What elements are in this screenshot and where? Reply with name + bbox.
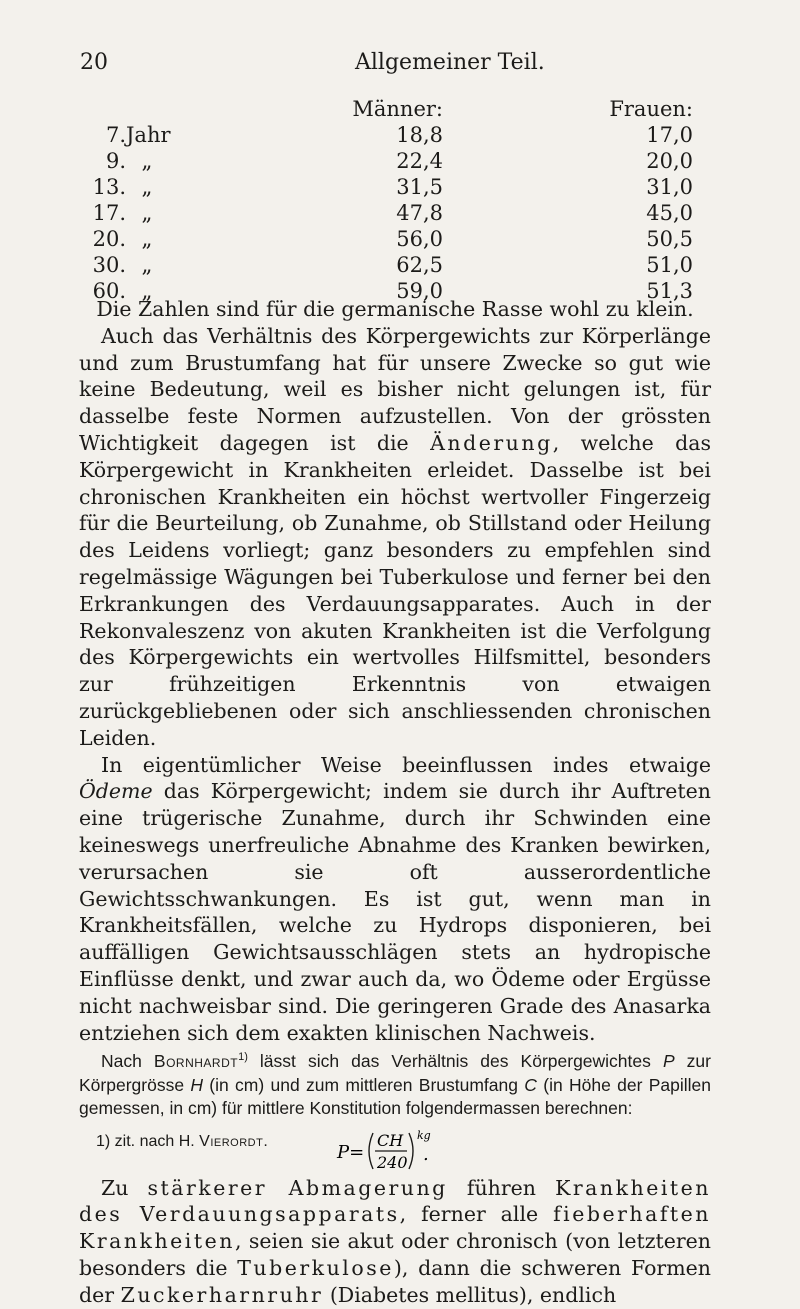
- cell-age: 20. „: [92, 227, 153, 251]
- table-row: [88, 226, 693, 252]
- footnote: 1) zit. nach H. Vierordt.: [96, 1133, 268, 1150]
- cell-women: 20,0: [646, 149, 693, 173]
- cell-men: 18,8: [396, 123, 443, 147]
- formula-left-paren: [369, 1133, 373, 1169]
- column-header-age: [88, 96, 198, 122]
- footnote-author: Vierordt: [199, 1133, 264, 1150]
- formula-graphic: [335, 1127, 455, 1175]
- emphasis-fieber: fieberhaften Krankheiten: [79, 1202, 712, 1254]
- cell-women: 51,3: [646, 279, 693, 303]
- formula-denominator: 240: [377, 1152, 408, 1172]
- emphasis-abmagerung: stärkerer Abmagerung: [147, 1175, 448, 1200]
- formula-numerator: CH: [377, 1130, 404, 1150]
- cell-age: 30. „: [92, 253, 153, 277]
- cell-men: 59,0: [396, 279, 443, 303]
- cell-age: 7.Jahr: [105, 123, 171, 147]
- page-header: [0, 50, 800, 80]
- cell-women: 45,0: [646, 201, 693, 225]
- body-text: [79, 296, 711, 1309]
- author-bornhardt: Bornhardt: [153, 1051, 239, 1072]
- cell-men: 22,4: [396, 149, 443, 173]
- formula-lhs: P=: [337, 1141, 365, 1163]
- paragraph-5: Zu stärkerer Abmagerung führen Krankheiten des Verdauungsapparats, ferner alle fieberhaften Krankheiten, seien sie akut oder chronisch (von letzteren besonders die Tuberkulose), dann die schweren Formen der Zuckerharnruhr (Diabetes mellitus), endlich: [79, 1175, 712, 1307]
- table-row: [88, 148, 693, 174]
- footnote-mark: 1): [96, 1133, 111, 1150]
- paragraph-3: In eigentümlicher Weise beeinflussen indes etwaige Ödeme das Körpergewicht; indem sie durch ihr Auftreten eine trügerische Zunahme, durch ihr Schwinden eine keineswegs unerfreuliche Abnahme des Kranken bewirken, verursachen sie oft ausserordentliche Gewichtsschwankungen. Es ist gut, wenn man in Krankheitsfällen, welche zu Hydrops disponieren, bei auffälligen Gewichtsausschlägen stets an hydropische Einflüsse denkt, und zwar auch da, wo Ödeme oder Ergüsse nicht nachweisbar sind. Die geringeren Grade des Anasarka entziehen sich dem exakten klinischen Nachweis.: [79, 752, 711, 1045]
- page-number: 20: [80, 50, 108, 75]
- table-row: [88, 174, 693, 200]
- cell-women: 31,0: [646, 175, 693, 199]
- formula-period: .: [423, 1143, 429, 1165]
- table-header-row: [88, 96, 693, 122]
- paragraph-2: Auch das Verhältnis des Körpergewichts zur Körperlänge und zum Brustumfang hat für unsere Zwecke so gut wie keine Bedeutung, weil es bisher nicht gelungen ist, für dasselbe feste Normen aufzustellen. Von der grössten Wichtigkeit dagegen ist die Änderung, welche das Körpergewicht in Krankheiten erleidet. Dasselbe ist bei chronischen Krankheiten ein höchst wertvoller Fingerzeig für die Beurteilung, ob Zunahme, ob Stillstand oder Heilung des Leidens vorliegt; ganz besonders zu empfehlen sind regelmässige Wägungen bei Tuberkulose und ferner bei den Erkrankungen des Verdauungsapparates. Auch in der Rekonvaleszenz von akuten Krankheiten ist die Verfolgung des Körpergewichts ein wertvolles Hilfsmittel, besonders zur frühzeitigen Erkenntnis von etwaigen zurückgebliebenen oder sich anschliessenden chronischen Leiden.: [79, 323, 712, 750]
- emphasis-verdauung: Krankheiten des Verdauungsapparats: [79, 1175, 711, 1227]
- column-header-men: Männer:: [352, 97, 443, 121]
- emphasis-zuckerharnruhr: Zuckerharnruhr: [120, 1282, 324, 1307]
- running-title: Allgemeiner Teil.: [355, 50, 545, 75]
- cell-men: 56,0: [396, 227, 443, 251]
- cell-men: 62,5: [396, 253, 443, 277]
- cell-women: 51,0: [646, 253, 693, 277]
- cell-age: 13. „: [92, 175, 153, 199]
- emphasis-aenderung: Änderung: [430, 430, 553, 455]
- cell-women: 50,5: [646, 227, 693, 251]
- weight-table: [88, 96, 693, 304]
- paragraph-1: Die Zahlen sind für die germanische Rasse wohl zu klein.: [96, 297, 694, 321]
- formula-unit: kg: [417, 1128, 431, 1142]
- table-row: [88, 200, 693, 226]
- table-body: [88, 122, 693, 304]
- cell-men: 31,5: [396, 175, 443, 199]
- cell-age: 9. „: [105, 149, 153, 173]
- cell-women: 17,0: [646, 123, 693, 147]
- formula-right-paren: [409, 1133, 413, 1169]
- emphasis-tuberkulose: Tuberkulose: [237, 1256, 394, 1281]
- cell-age: 17. „: [92, 201, 153, 225]
- footnote-reference[interactable]: 1): [238, 1051, 248, 1064]
- table-row: [88, 252, 693, 278]
- table-row: [88, 122, 693, 148]
- cell-age: 60. „: [92, 279, 153, 303]
- cell-men: 47,8: [396, 201, 443, 225]
- column-header-women: Frauen:: [609, 97, 693, 121]
- emphasis-oedeme: Ödeme: [79, 779, 153, 804]
- paragraph-4: Nach Bornhardt$^{1)}$ lässt sich das Verhältnis des Körpergewichtes P zur Körpergrösse H (in cm) und zum mittleren Brustumfang C (in Höhe der Papillen gemessen, in cm) für mittlere Konstitution folgendermassen berechnen:: [79, 1051, 711, 1119]
